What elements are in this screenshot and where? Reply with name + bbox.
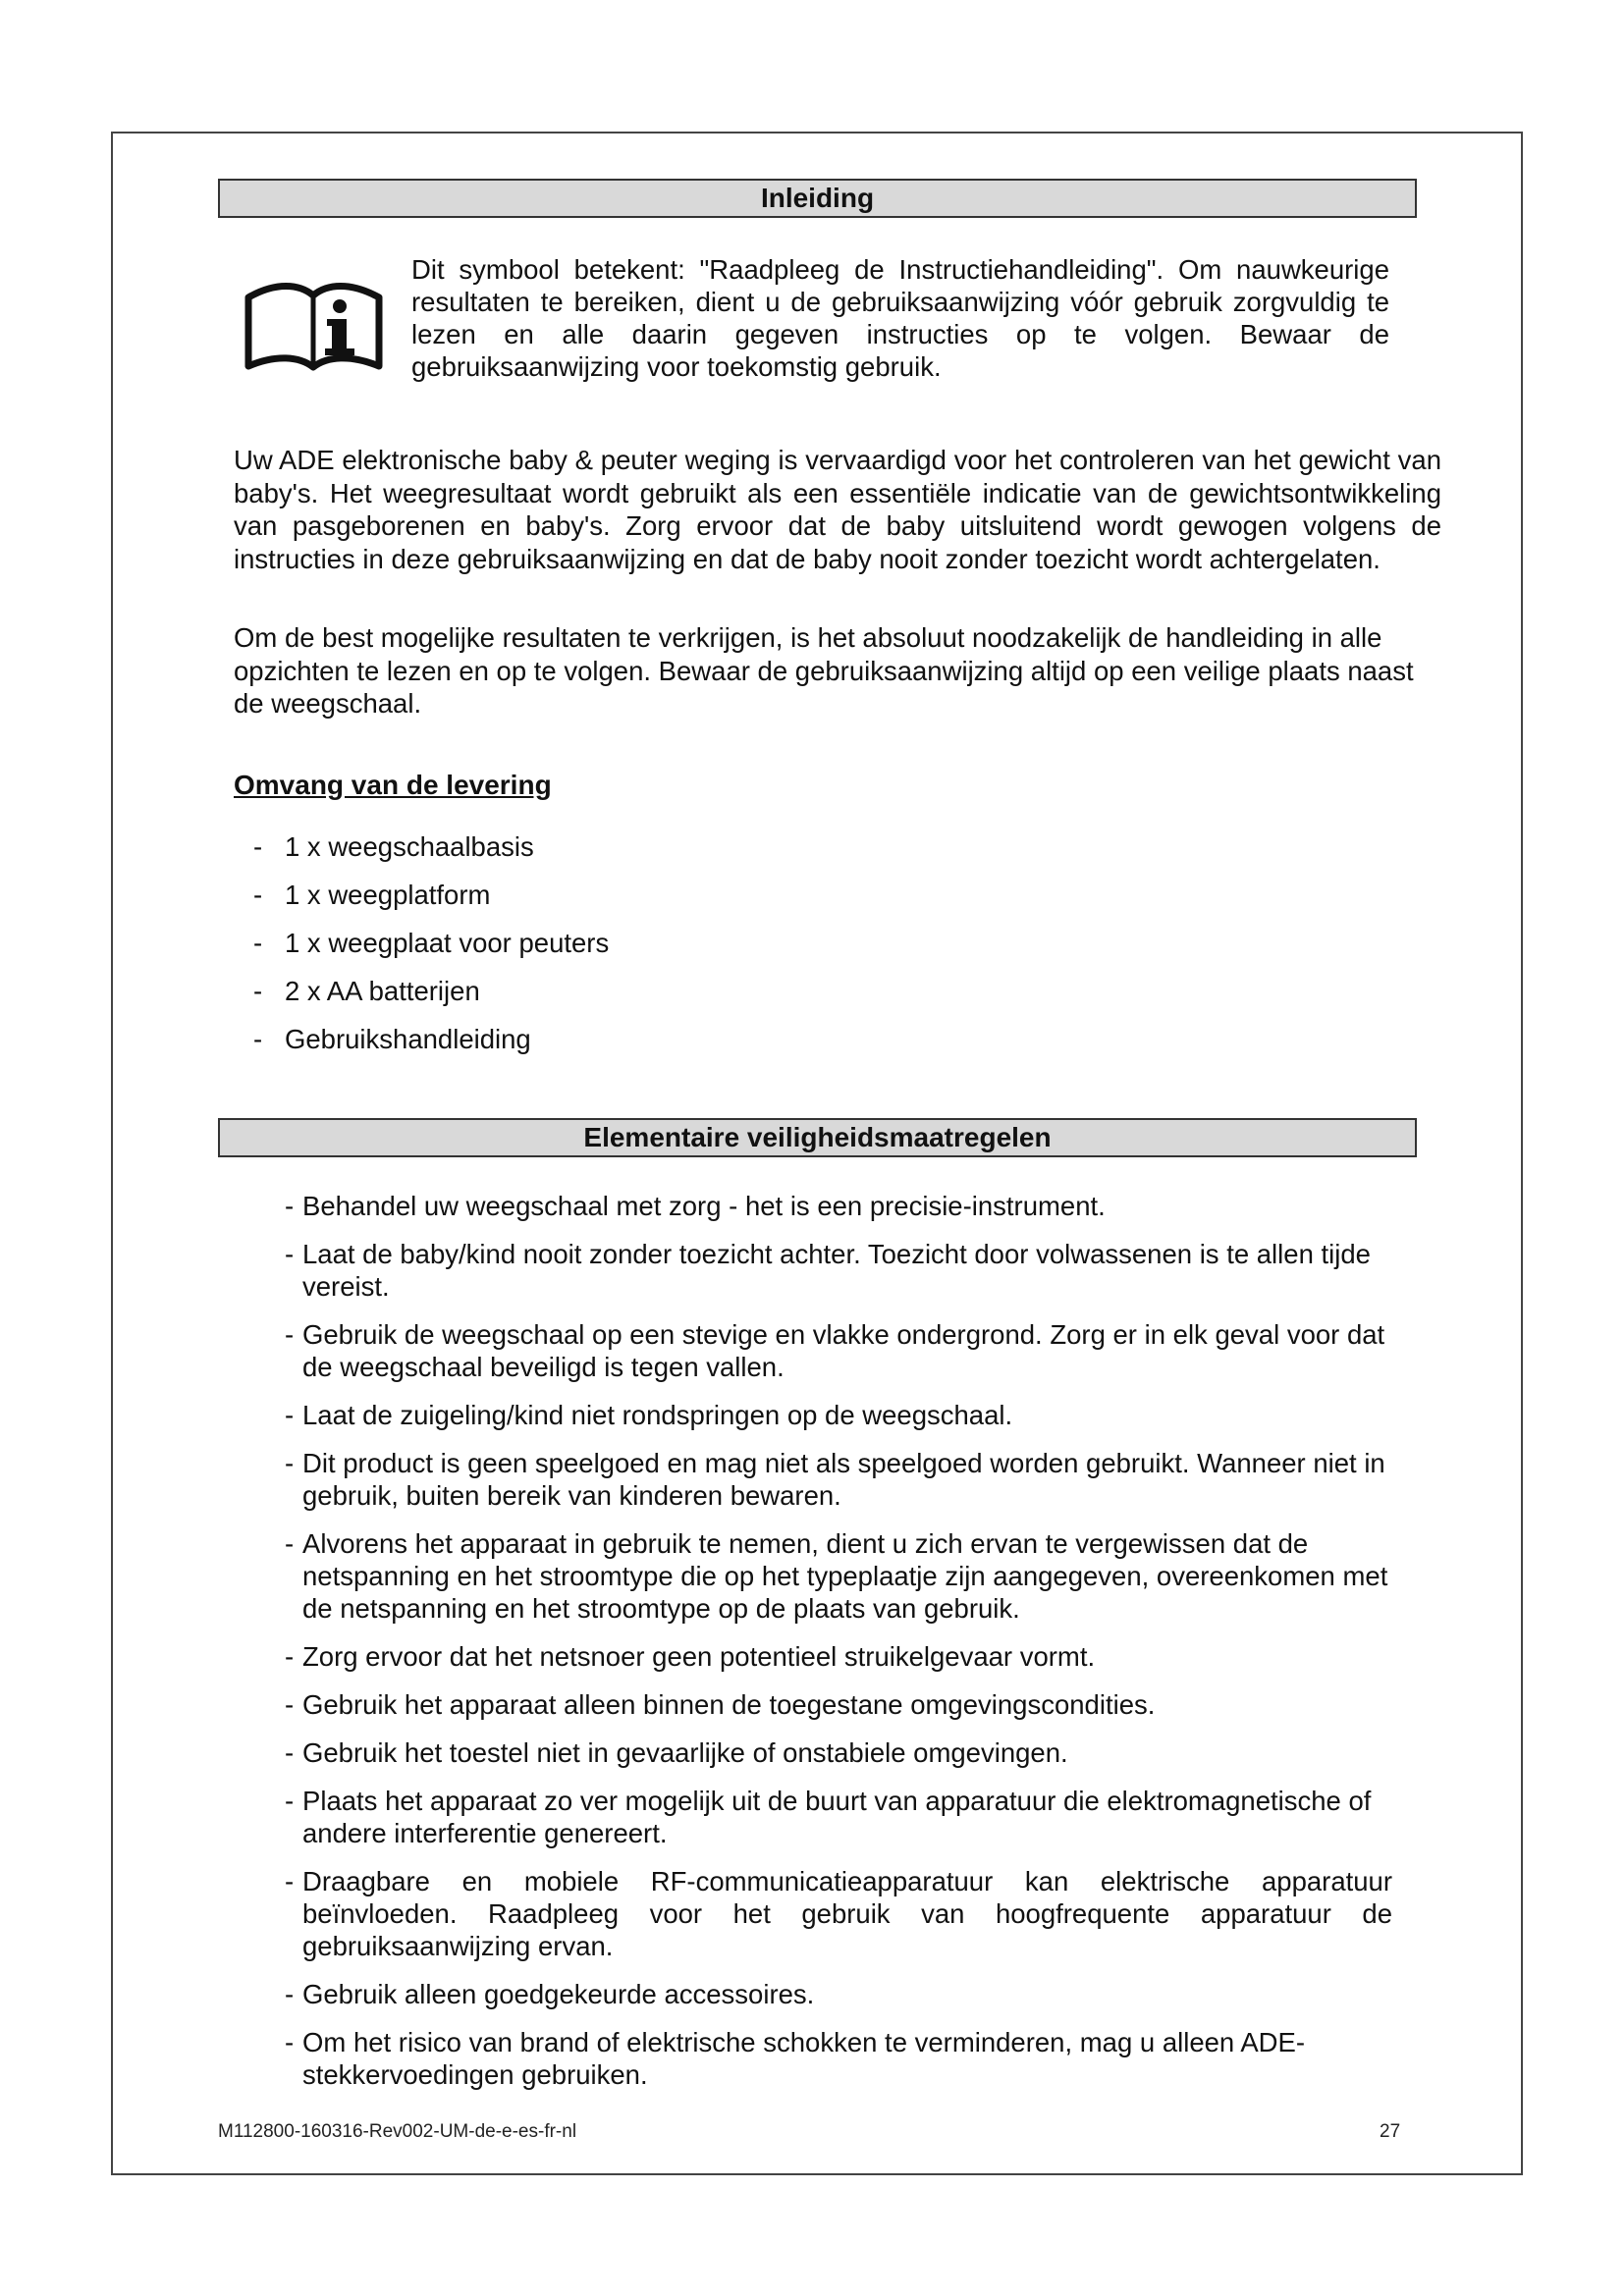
list-item: - Gebruik het apparaat alleen binnen de toegestane omgevingscondities. xyxy=(285,1689,1156,1720)
list-item: - Plaats het apparaat zo ver mogelijk uit de buurt van apparatuur die elektromagnetische of andere interferentie genereert. xyxy=(285,1786,1372,1848)
section-heading-intro: Inleiding xyxy=(218,179,1417,218)
section-heading-safety: Elementaire veiligheidsmaatregelen xyxy=(218,1118,1417,1157)
page-number: 27 xyxy=(1380,2121,1401,2142)
safety-list xyxy=(253,1190,1392,2107)
list-item: - Laat de zuigeling/kind niet rondspringen op de weegschaal. xyxy=(285,1400,1013,1430)
instruction-manual-icon xyxy=(244,272,383,372)
document-id: M112800-160316-Rev002-UM-de-e-es-fr-nl xyxy=(218,2121,577,2142)
list-item: - Om het risico van brand of elektrische schokken te verminderen, mag u alleen ADE-stekkervoedingen gebruiken. xyxy=(285,2027,1306,2090)
list-item: - Alvorens het apparaat in gebruik te nemen, dient u zich ervan te vergewissen dat de netspanning en het stroomtype die op het typeplaatje zijn aangegeven, overeenkomen met de netspanning en het stroomtype op de plaats van gebruik. xyxy=(285,1528,1388,1624)
list-item: - Gebruik alleen goedgekeurde accessoires. xyxy=(285,1979,815,2009)
delivery-heading: Omvang van de levering xyxy=(234,770,552,800)
list-item: - Dit product is geen speelgoed en mag niet als speelgoed worden gebruikt. Wanneer niet in gebruik, buiten bereik van kinderen bewaren. xyxy=(285,1448,1385,1511)
delivery-list xyxy=(253,830,1137,1071)
symbol-explanation: Dit symbool betekent: "Raadpleeg de Instructiehandleiding". Om nauwkeurige resultaten te bereiken, dient u de gebruiksaanwijzing vóór gebruik zorgvuldig te lezen en alle daarin gegeven instructies op te volgen. Bewaar de gebruiksaanwijzing voor toekomstig gebruik. xyxy=(411,254,1389,382)
list-item: - Gebruik het toestel niet in gevaarlijke of onstabiele omgevingen. xyxy=(285,1737,1068,1768)
list-item: - 1 x weegschaalbasis xyxy=(253,831,534,862)
intro-paragraph-1: Uw ADE elektronische baby & peuter weging is vervaardigd voor het controleren van het gewicht van baby's. Het weegresultaat wordt gebruikt als een essentiële indicatie van de gewichtsontwikkeling van pasgeborenen en baby's. Zorg ervoor dat de baby uitsluitend wordt gewogen volgens de instructies in deze gebruiksaanwijzing en dat de baby nooit zonder toezicht wordt achtergelaten. xyxy=(234,445,1441,574)
list-item: - Zorg ervoor dat het netsnoer geen potentieel struikelgevaar vormt. xyxy=(285,1641,1096,1672)
intro-paragraph-2: Om de best mogelijke resultaten te verkrijgen, is het absoluut noodzakelijk de handleiding in alle opzichten te lezen en op te volgen. Bewaar de gebruiksaanwijzing altijd op een veilige plaats naast de weegschaal. xyxy=(234,622,1414,719)
list-item: - 1 x weegplatform xyxy=(253,880,491,910)
list-item: - 2 x AA batterijen xyxy=(253,976,480,1006)
list-item: - Laat de baby/kind nooit zonder toezicht achter. Toezicht door volwassenen is te allen tijde vereist. xyxy=(285,1239,1371,1302)
list-item: - Behandel uw weegschaal met zorg - het is een precisie-instrument. xyxy=(285,1191,1106,1221)
list-item: - Draagbare en mobiele RF-communicatieapparatuur kan elektrische apparatuur beïnvloeden. Raadpleeg voor het gebruik van hoogfrequente apparatuur de gebruiksaanwijzing ervan. xyxy=(285,1866,1392,1961)
list-item: - 1 x weegplaat voor peuters xyxy=(253,928,610,958)
list-item: - Gebruikshandleiding xyxy=(253,1024,531,1054)
list-item: - Gebruik de weegschaal op een stevige en vlakke ondergrond. Zorg er in elk geval voor dat de weegschaal beveiligd is tegen vallen. xyxy=(285,1319,1385,1382)
